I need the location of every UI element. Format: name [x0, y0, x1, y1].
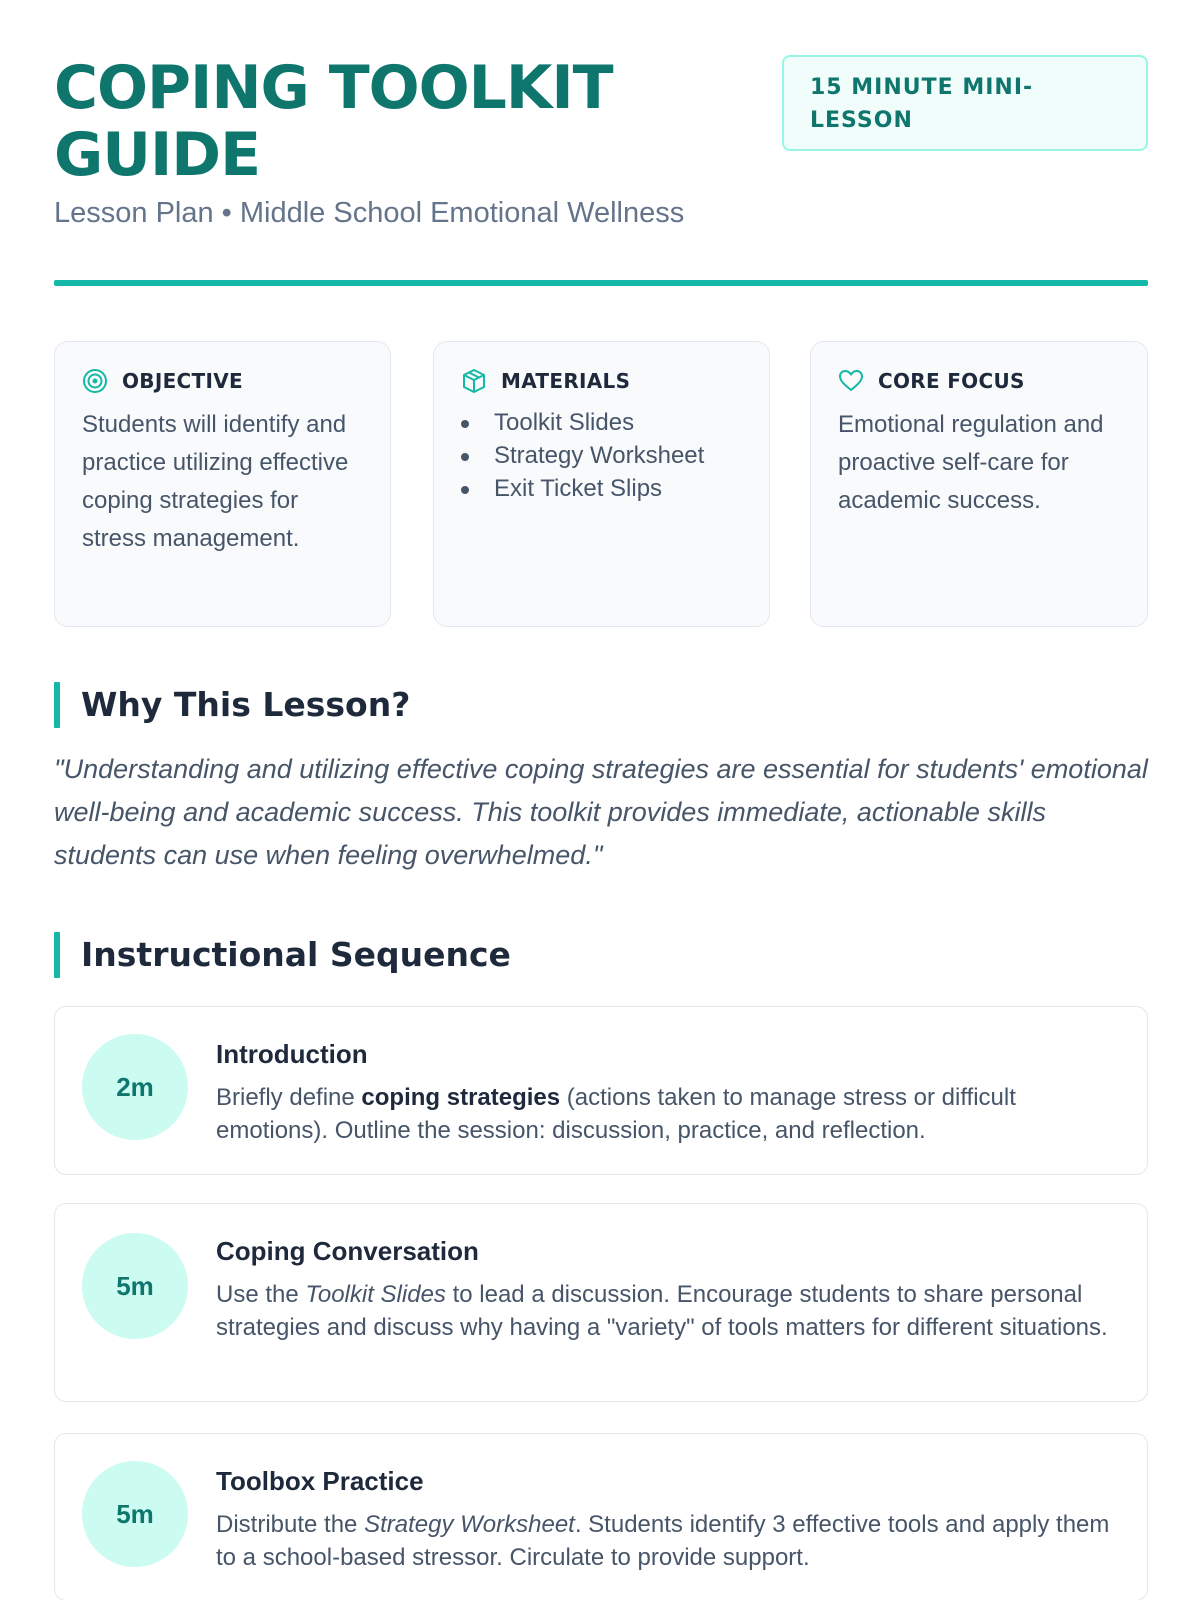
- step-time-badge: 5m: [82, 1233, 188, 1339]
- materials-card: [433, 341, 770, 627]
- objective-text: Students will identify and practice utilizing effective coping strategies for stress management.: [82, 411, 349, 552]
- page-subtitle: Lesson Plan • Middle School Emotional Wellness: [54, 197, 685, 229]
- header-divider: [54, 280, 1148, 286]
- section-accent-bar: [54, 932, 60, 978]
- step-card-introduction: [54, 1006, 1148, 1175]
- materials-label: MATERIALS: [501, 369, 631, 393]
- why-heading: Why This Lesson?: [81, 685, 411, 724]
- step-title: Toolbox Practice: [216, 1466, 424, 1496]
- why-section-heading: [54, 682, 954, 728]
- step-description: Briefly define coping strategies (actions taken to manage stress or difficult emotions). Outline the session: discussion, practice, and reflection.: [216, 1084, 1016, 1144]
- header: [54, 55, 1148, 255]
- list-item: Strategy Worksheet: [461, 439, 742, 472]
- sequence-section-heading: [54, 932, 954, 978]
- step-time-badge: 5m: [82, 1461, 188, 1567]
- step-card-toolbox-practice: [54, 1433, 1148, 1600]
- objective-card: [54, 341, 391, 627]
- box-icon: [461, 368, 487, 394]
- step-time-badge: 2m: [82, 1034, 188, 1140]
- list-item: Exit Ticket Slips: [461, 472, 742, 505]
- duration-badge: 15 MINUTE MINI-LESSON: [782, 55, 1148, 151]
- step-title: Coping Conversation: [216, 1236, 479, 1266]
- objective-label: OBJECTIVE: [122, 369, 243, 393]
- section-accent-bar: [54, 682, 60, 728]
- summary-cards: [54, 341, 1148, 627]
- step-card-coping-conversation: [54, 1203, 1148, 1402]
- step-description: Distribute the Strategy Worksheet. Students identify 3 effective tools and apply them to a school-based stressor. Circulate to provide support.: [216, 1511, 1110, 1571]
- materials-list: [461, 406, 742, 505]
- step-description: Use the Toolkit Slides to lead a discussion. Encourage students to share personal strategies and discuss why having a "variety" of tools matters for different situations.: [216, 1281, 1108, 1341]
- core-focus-text: Emotional regulation and proactive self-care for academic success.: [838, 411, 1104, 514]
- target-icon: [82, 368, 108, 394]
- heart-icon: [838, 368, 864, 394]
- core-focus-label: CORE FOCUS: [878, 369, 1025, 393]
- why-quote: "Understanding and utilizing effective coping strategies are essential for students' emotional well-being and academic success. This toolkit provides immediate, actionable skills students can use when feeling overwhelmed.": [54, 754, 1148, 870]
- lesson-plan-page: [54, 0, 1148, 1600]
- sequence-heading: Instructional Sequence: [81, 935, 511, 974]
- list-item: Toolkit Slides: [461, 406, 742, 439]
- core-focus-card: [810, 341, 1148, 627]
- page-title: COPING TOOLKIT GUIDE: [54, 53, 613, 190]
- step-title: Introduction: [216, 1039, 368, 1069]
